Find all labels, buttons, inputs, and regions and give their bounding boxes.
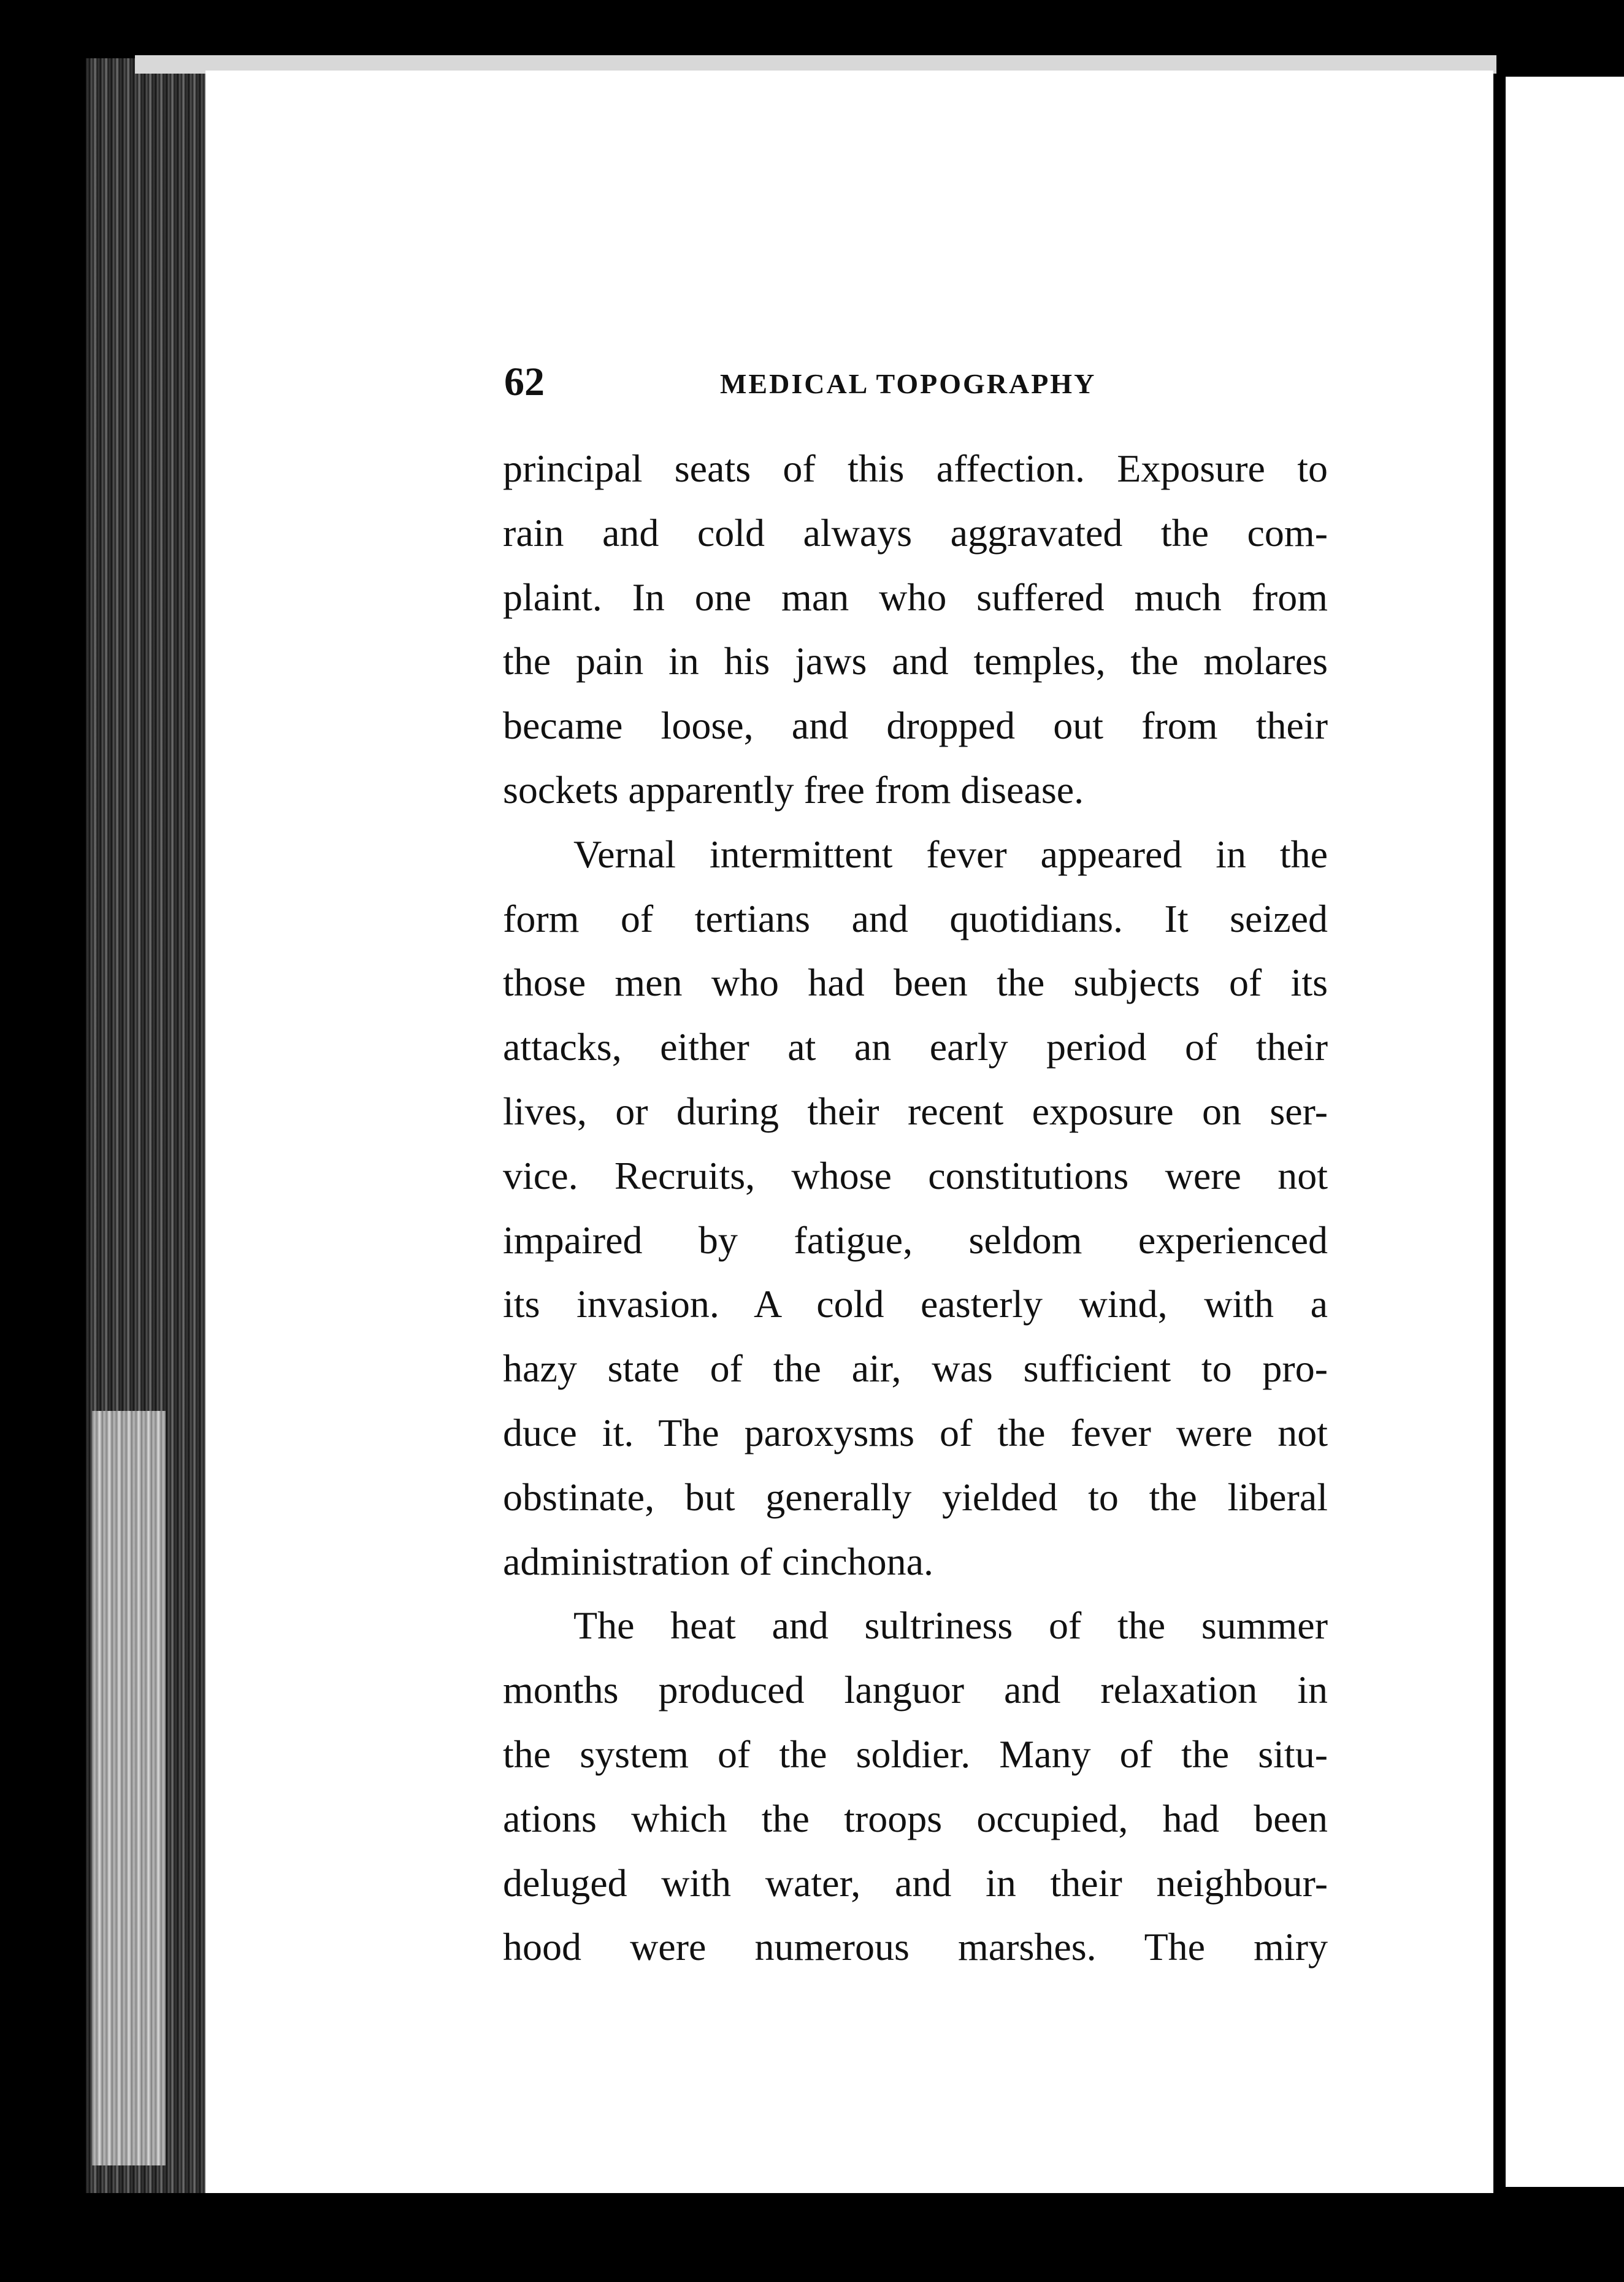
text-line: deluged with water, and in their neighbour- [503, 1861, 1328, 1905]
text-line: form of tertians and quotidians. It seized [503, 896, 1328, 940]
text-line: obstinate, but generally yielded to the liberal [503, 1475, 1328, 1519]
text-line: hood were numerous marshes. The miry [503, 1925, 1328, 1969]
text-line: sockets apparently free from disease. [503, 767, 1084, 812]
text-line: vice. Recruits, whose constitutions were not [503, 1153, 1328, 1197]
facing-page-edge [1506, 77, 1624, 2187]
text-line: The heat and sultriness of the summer [573, 1604, 1328, 1648]
text-line: its invasion. A cold easterly wind, with a [503, 1282, 1328, 1326]
body-text [503, 437, 1328, 1980]
text-line: the system of the soldier. Many of the situ- [503, 1732, 1328, 1776]
text-line: became loose, and dropped out from their [503, 704, 1328, 748]
page-number: 62 [504, 359, 545, 404]
text-line: lives, or during their recent exposure on ser- [503, 1089, 1328, 1133]
text-line: the pain in his jaws and temples, the molares [503, 639, 1328, 683]
text-line: ations which the troops occupied, had been [503, 1796, 1328, 1840]
book-page-edges-light [92, 1411, 166, 2165]
text-line: those men who had been the subjects of its [503, 961, 1328, 1005]
running-title: MEDICAL TOPOGRAPHY [720, 368, 1097, 399]
text-line: hazy state of the air, was sufficient to pro- [503, 1347, 1328, 1391]
page-header [504, 359, 1332, 414]
text-line: Vernal intermittent fever appeared in the [573, 832, 1328, 876]
text-line: attacks, either at an early period of their [503, 1025, 1328, 1069]
text-line: principal seats of this affection. Exposure to [503, 447, 1328, 490]
text-line: duce it. The paroxysms of the fever were not [503, 1410, 1328, 1454]
text-line: administration of cinchona. [503, 1539, 934, 1583]
text-line: impaired by fatigue, seldom experienced [503, 1218, 1328, 1262]
text-line: plaint. In one man who suffered much from [503, 575, 1328, 619]
text-line: months produced languor and relaxation in [503, 1668, 1328, 1712]
text-line: rain and cold always aggravated the com- [503, 510, 1328, 555]
